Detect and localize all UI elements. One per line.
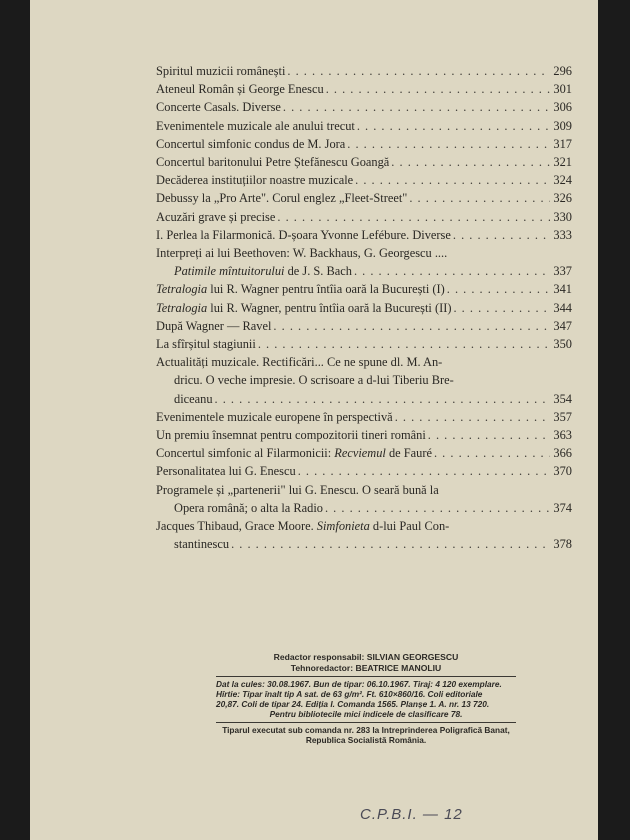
toc-title-rest: lui R. Wagner, pentru întîia oară la București (II) xyxy=(207,300,452,315)
dot-leader xyxy=(355,117,550,135)
dot-leader xyxy=(296,462,550,480)
printer-line: Tiparul executat sub comanda nr. 283 la Intreprinderea Poligrafică Banat, xyxy=(222,725,510,735)
work-title: Tetralogia xyxy=(156,282,208,297)
toc-entry xyxy=(156,353,572,408)
toc-title: Concertul baritonului Petre Ștefănescu Goangă xyxy=(156,155,390,170)
toc-entry xyxy=(156,408,572,426)
toc-entry xyxy=(156,444,572,462)
toc-page: 317 xyxy=(553,136,572,151)
toc-page: 378 xyxy=(553,537,572,552)
dot-leader xyxy=(451,299,550,317)
toc-title-continued: stantinescu xyxy=(174,537,230,552)
toc-page: 374 xyxy=(553,500,572,515)
dot-leader xyxy=(345,135,550,153)
work-title: Tetralogia xyxy=(156,300,208,315)
dot-leader xyxy=(271,317,550,335)
toc-title: I. Perlea la Filarmonică. D-șoara Yvonne Lefébure. Diverse xyxy=(156,227,451,242)
editor-credit: Redactor responsabil: SILVIAN GEORGESCU xyxy=(273,652,459,662)
toc-title: Programele și „partenerii" lui G. Enescu. O seară bună la xyxy=(156,482,439,497)
dot-leader xyxy=(281,98,550,116)
dot-leader xyxy=(213,390,550,408)
tech-editor-credit: Tehnoredactor: BEATRICE MANOLIU xyxy=(290,662,442,673)
toc-title: Acuzări grave și precise xyxy=(156,209,276,224)
work-title: Recviemul xyxy=(334,446,386,461)
library-stamp: C.P.B.I. — 12 xyxy=(360,806,463,823)
toc-entry xyxy=(156,226,572,244)
toc-entry xyxy=(156,299,572,317)
toc-title: Ateneul Român și George Enescu xyxy=(156,82,324,97)
toc-title: Actualități muzicale. Rectificări... Ce ne spune dl. M. An- xyxy=(156,355,443,370)
dot-leader xyxy=(389,153,550,171)
toc-page: 324 xyxy=(553,173,572,188)
toc-page: 347 xyxy=(553,318,572,333)
toc-entry xyxy=(156,462,572,480)
toc-title-rest: d-lui Paul Con- xyxy=(369,519,450,534)
dot-leader xyxy=(353,171,550,189)
toc-title xyxy=(156,517,449,535)
toc-entry xyxy=(156,244,572,280)
toc-title-rest: lui R. Wagner pentru întîia oară la București (I) xyxy=(207,282,445,297)
print-specs xyxy=(216,679,516,719)
toc-title: Debussy la „Pro Arte". Corul englez „Fleet-Street" xyxy=(156,191,408,206)
toc-entry xyxy=(156,481,572,517)
toc-title: Decăderea instituțiilor noastre muzicale xyxy=(156,173,354,188)
toc-page: 363 xyxy=(553,428,572,443)
dot-leader xyxy=(275,208,550,226)
spec-line: Hîrtie: Tipar înalt tip A sat. de 63 g/m². Ft. 610×860/16. Coli editoriale xyxy=(216,689,483,699)
toc-entry xyxy=(156,171,572,189)
divider xyxy=(216,676,516,677)
toc-entry xyxy=(156,62,572,80)
toc-page: 306 xyxy=(553,100,572,115)
toc-title: Interpreți ai lui Beethoven: W. Backhaus, G. Georgescu .... xyxy=(156,246,448,261)
toc-entry xyxy=(156,208,572,226)
toc-entry xyxy=(156,280,572,298)
colophon xyxy=(216,652,516,745)
toc-page: 333 xyxy=(553,227,572,242)
spec-line: 20,87. Coli de tipar 24. Ediția I. Comanda 1565. Planșe 1. A. nr. 13 720. xyxy=(216,699,490,709)
toc-entry xyxy=(156,98,572,116)
toc-title: Evenimentele muzicale ale anului trecut xyxy=(156,118,355,133)
dot-leader xyxy=(256,335,550,353)
dot-leader xyxy=(324,80,550,98)
toc-page: 370 xyxy=(553,464,572,479)
toc-title: Concerte Casals. Diverse xyxy=(156,100,281,115)
toc-title-continued: diceanu xyxy=(174,391,213,406)
toc-page: 296 xyxy=(553,64,572,78)
dot-leader xyxy=(451,226,550,244)
divider xyxy=(216,722,516,723)
toc-title: La sfîrșitul stagiunii xyxy=(156,337,256,352)
toc-page: 321 xyxy=(553,155,572,170)
toc-page: 330 xyxy=(553,209,572,224)
toc-title xyxy=(156,280,445,298)
toc-title: Personalitatea lui G. Enescu xyxy=(156,464,296,479)
spec-line: Dat la cules: 30.08.1967. Bun de tipar: 06.10.1967. Tiraj: 4 120 exemplare. xyxy=(216,679,502,689)
dot-leader xyxy=(229,535,550,553)
toc-page: 326 xyxy=(553,191,572,206)
toc-title-continued: Opera română; o alta la Radio xyxy=(174,500,323,515)
toc-title-rest: de J. S. Bach xyxy=(284,264,352,279)
toc-title: După Wagner — Ravel xyxy=(156,318,272,333)
toc-title: Un premiu însemnat pentru compozitorii tineri români xyxy=(156,428,426,443)
toc-title-pre: Jacques Thibaud, Grace Moore. xyxy=(156,519,317,534)
toc-page: 357 xyxy=(553,409,572,424)
dot-leader xyxy=(393,408,550,426)
printer-info xyxy=(216,725,516,745)
toc-title-pre: Concertul simfonic al Filarmonicii: xyxy=(156,446,335,461)
toc-title: Concertul simfonic condus de M. Jora xyxy=(156,136,346,151)
dot-leader xyxy=(432,444,550,462)
toc-entry xyxy=(156,153,572,171)
toc-page: 309 xyxy=(553,118,572,133)
toc-entry xyxy=(156,426,572,444)
toc-page: 337 xyxy=(553,264,572,279)
dot-leader xyxy=(323,499,550,517)
work-title: Patimile mîntuitorului xyxy=(174,264,285,279)
dot-leader xyxy=(352,262,550,280)
toc-entry xyxy=(156,335,572,353)
book-page xyxy=(30,0,598,840)
printer-line: Republica Socialistă România. xyxy=(305,735,427,745)
toc-title-continued xyxy=(174,262,352,280)
toc-entry xyxy=(156,117,572,135)
dot-leader xyxy=(407,189,550,207)
toc-entry xyxy=(156,135,572,153)
toc-title: Spiritul muzicii românești xyxy=(156,64,286,78)
toc-entry xyxy=(156,80,572,98)
toc-entry xyxy=(156,189,572,207)
toc-title-continued: dricu. O veche impresie. O scrisoare a d-lui Tiberiu Bre- xyxy=(174,373,454,388)
toc-page: 301 xyxy=(553,82,572,97)
spec-line: Pentru bibliotecile mici indicele de clasificare 78. xyxy=(269,709,463,719)
dot-leader xyxy=(426,426,550,444)
toc-title xyxy=(156,299,451,317)
toc-page: 354 xyxy=(553,391,572,406)
toc-title-rest: de Fauré xyxy=(385,446,432,461)
toc-page: 366 xyxy=(553,446,572,461)
toc-page: 350 xyxy=(553,337,572,352)
toc-entry xyxy=(156,517,572,553)
dot-leader xyxy=(285,62,550,80)
dot-leader xyxy=(445,280,550,298)
toc-title: Evenimentele muzicale europene în perspectivă xyxy=(156,409,393,424)
toc-page: 341 xyxy=(553,282,572,297)
table-of-contents xyxy=(156,62,572,553)
toc-title xyxy=(156,444,432,462)
toc-entry xyxy=(156,317,572,335)
toc-page: 344 xyxy=(553,300,572,315)
work-title: Simfonieta xyxy=(316,519,370,534)
